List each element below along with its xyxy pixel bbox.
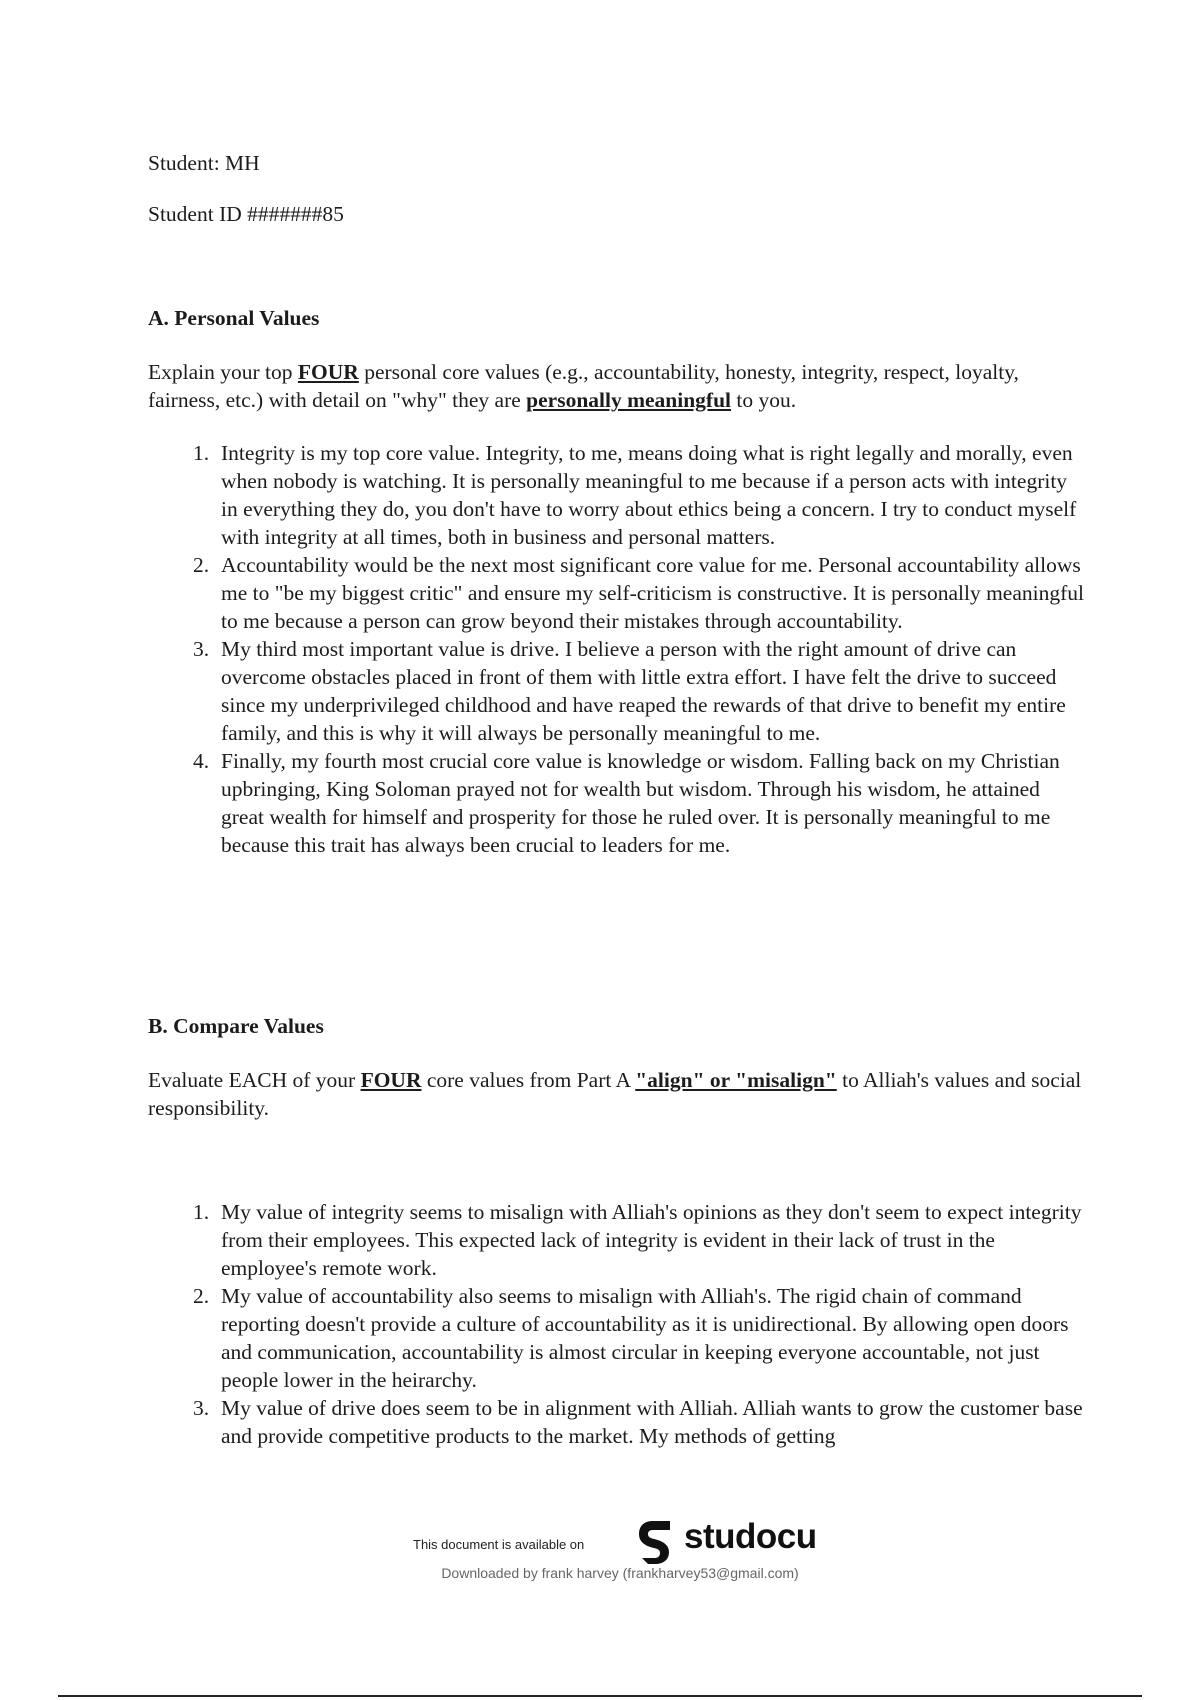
list-item-number: 4. [193,749,210,773]
list-item [148,1394,1088,1450]
list-item-number: 3. [193,1396,210,1420]
list-item-text: My value of accountability also seems to misalign with Alliah's. The rigid chain of command reporting doesn't provide a culture of accountability as it is unidirectional. By allowing open doors and communication, accountability is almost circular in keeping everyone accountable, not just people lower in the heirarchy. [221,1284,1069,1392]
studocu-brand[interactable]: studocu [684,1517,817,1556]
list-item-number: 1. [193,1200,210,1224]
list-item-number: 3. [193,637,210,661]
section-a-emphasis-meaningful: personally meaningful [526,388,732,412]
list-item-text: My value of integrity seems to misalign with Alliah's opinions as they don't seem to expect integrity from their employees. This expected lack of integrity is evident in their lack of trust in the employee's remote work. [221,1200,1082,1280]
list-item [148,551,1088,635]
list-item-number: 2. [193,553,210,577]
downloaded-by-text: Downloaded by frank harvey (frankharvey53@gmail.com) [441,1565,799,1581]
studocu-footer [0,1508,1200,1588]
list-item [148,439,1088,551]
list-item-text: My value of drive does seem to be in alignment with Alliah. Alliah wants to grow the customer base and provide competitive products to the market. My methods of getting [221,1396,1083,1448]
section-b-heading: B. Compare Values [148,1014,324,1038]
studocu-logo-icon[interactable] [630,1518,674,1566]
section-b-prompt: Evaluate EACH of your FOUR core values from Part A "align" or "misalign" to Alliah's values and social responsibility. [148,1068,1082,1120]
available-on-text: This document is available on [413,1537,585,1552]
list-item-text: My third most important value is drive. I believe a person with the right amount of drive can overcome obstacles placed in front of them with little extra effort. I have felt the drive to succeed since my underprivileged childhood and have reaped the rewards of that drive to benefit my entire family, and this is why it will always be personally meaningful to me. [221,637,1066,745]
list-item [148,1198,1088,1282]
section-a-emphasis-four: FOUR [297,360,359,384]
student-id: Student ID #######85 [148,202,344,226]
list-item [148,747,1088,859]
section-b-emphasis-align: "align" or "misalign" [635,1068,837,1092]
list-item-text: Integrity is my top core value. Integrity, to me, means doing what is right legally and morally, even when nobody is watching. It is personally meaningful to me because if a person acts with integrity in everything they do, you don't have to worry about ethics being a concern. I try to conduct myself with integrity at all times, both in business and personal matters. [221,441,1077,549]
section-a-heading: A. Personal Values [148,306,320,330]
list-item [148,635,1088,747]
list-item-text: Finally, my fourth most crucial core value is knowledge or wisdom. Falling back on my Christian upbringing, King Soloman prayed not for wealth but wisdom. Through his wisdom, he attained great wealth for himself and prosperity for those he ruled over. It is personally meaningful to me because this trait has always been crucial to leaders for me. [221,749,1060,857]
section-a-list [148,439,1088,859]
list-item-text: Accountability would be the next most significant core value for me. Personal accountability allows me to "be my biggest critic" and ensure my self-criticism is constructive. It is personally meaningful to me because a person can grow beyond their mistakes through accountability. [221,553,1085,633]
page-bottom-divider [58,1695,1142,1697]
list-item-number: 1. [193,441,210,465]
student-name: Student: MH [148,151,260,175]
section-a-prompt: Explain your top FOUR personal core values (e.g., accountability, honesty, integrity, respect, loyalty, fairness, etc.) with detail on "why" they are personally meaningful to you. [148,360,1019,412]
list-item-number: 2. [193,1284,210,1308]
section-b-emphasis-four: FOUR [360,1068,422,1092]
list-item [148,1282,1088,1394]
section-b-list [148,1198,1088,1450]
